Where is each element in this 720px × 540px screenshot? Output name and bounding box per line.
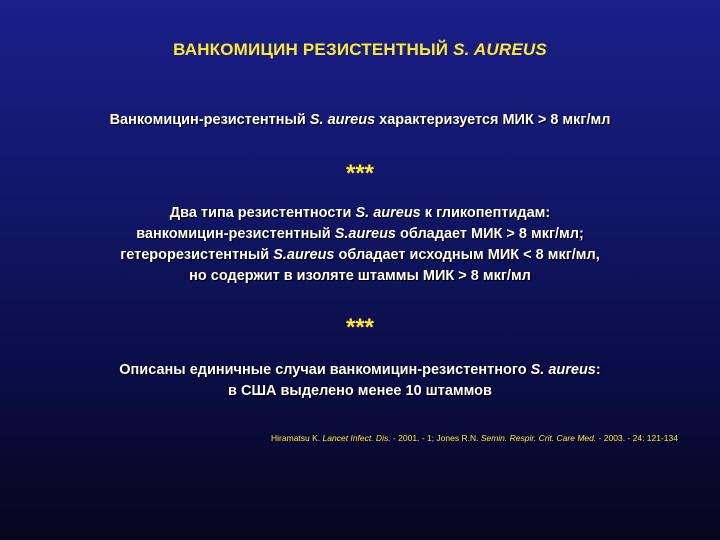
types-line-2-organism: S.aureus [334, 226, 396, 242]
slide-title [0, 40, 720, 60]
ref-journal-1: Lancet Infect. Dis. [322, 433, 391, 443]
ref-author-1: Hiramatsu K. [271, 433, 323, 443]
title-organism: S. AUREUS [453, 40, 547, 59]
types-line-2-post: обладает МИК > 8 мкг/мл; [395, 226, 584, 242]
types-line-1-post: к гликопептидам: [420, 205, 551, 221]
types-line-3-organism: S.aureus [273, 247, 335, 263]
ref-part-1: - 2001. - 1; Jones R.N. [390, 433, 481, 443]
types-line-1 [0, 205, 720, 221]
types-line-1-organism: S. aureus [355, 205, 421, 221]
cases-line-2: в США выделено менее 10 штаммов [228, 383, 492, 399]
separator-stars-1: *** [345, 160, 375, 187]
types-line-2-pre: ванкомицин-резистентный [136, 226, 335, 242]
intro-line [0, 112, 720, 128]
cases-line-1-organism: S. aureus [530, 362, 596, 378]
types-line-1-pre: Два типа резистентности [169, 205, 356, 221]
cases-line-1 [0, 362, 720, 378]
separator-stars-2: *** [345, 314, 375, 341]
types-line-3-pre: гетерорезистентный [120, 247, 274, 263]
types-line-3 [0, 247, 720, 263]
intro-pre: Ванкомицин-резистентный [109, 112, 310, 128]
cases-line-1-pre: Описаны единичные случаи ванкомицин-резистентного [119, 362, 531, 378]
types-line-2 [0, 226, 720, 242]
ref-journal-2: Semin. Respir. Crit. Care Med. [480, 433, 597, 443]
reference-citation [0, 433, 678, 443]
cases-line-1-post: : [595, 362, 601, 378]
types-line-4: но содержит в изоляте штаммы МИК > 8 мкг/мл [189, 268, 531, 284]
intro-organism: S. aureus [309, 112, 376, 128]
ref-part-2: - 2003. - 24: 121-134 [596, 433, 678, 443]
types-line-3-post: обладает исходным МИК < 8 мкг/мл, [334, 247, 600, 263]
title-main: ВАНКОМИЦИН РЕЗИСТЕНТНЫЙ [173, 40, 454, 59]
intro-post: характеризуется МИК > 8 мкг/мл [375, 112, 611, 128]
